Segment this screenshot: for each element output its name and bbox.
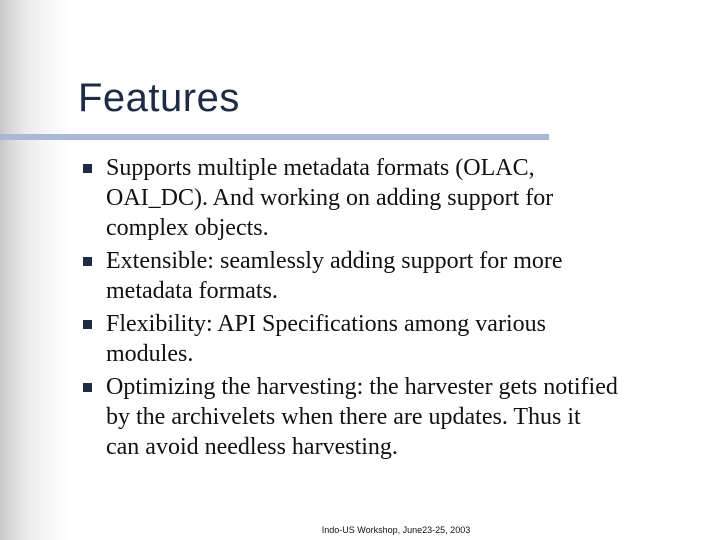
bullet-item [0, 246, 720, 306]
bullet-text-line: complex objects. [106, 215, 269, 241]
bullet-text-line: can avoid needless harvesting. [106, 434, 398, 460]
square-bullet-icon [83, 164, 92, 173]
bullet-text-line: Supports multiple metadata formats (OLAC, [106, 155, 535, 181]
bullet-list [0, 153, 720, 465]
bullet-text-line: Flexibility: API Specifications among various [106, 311, 546, 337]
bullet-text-line: Optimizing the harvesting: the harvester gets notified [106, 374, 618, 400]
bullet-item [0, 153, 720, 243]
square-bullet-icon [83, 257, 92, 266]
bullet-text-line: by the archivelets when there are updates. Thus it [106, 404, 581, 430]
bullet-item [0, 372, 720, 462]
bullet-text-line: metadata formats. [106, 278, 278, 304]
bullet-item [0, 309, 720, 369]
bullet-text-line: modules. [106, 341, 194, 367]
bullet-text-line: OAI_DC). And working on adding support for [106, 185, 554, 211]
slide-footer: Indo-US Workshop, June23-25, 2003 [321, 525, 471, 535]
bullet-text-line: Extensible: seamlessly adding support for more [106, 248, 563, 274]
square-bullet-icon [83, 383, 92, 392]
title-underline [0, 134, 549, 140]
square-bullet-icon [83, 320, 92, 329]
slide-title: Features [78, 76, 240, 120]
